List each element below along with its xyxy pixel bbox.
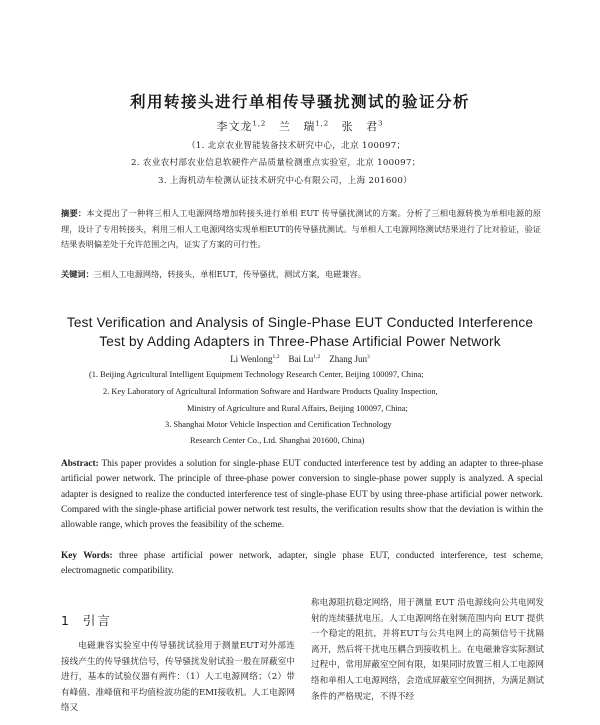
en-author-3: Zhang Jun$^3$	[329, 354, 370, 364]
zh-title: 利用转接头进行单相传导骚扰测试的验证分析	[129, 93, 470, 111]
en-keywords-text: three phase artificial power network, adapter, single phase EUT, conducted interference, test scheme, electromagnetic compatibility.	[61, 551, 544, 577]
zh-author-3: 张 君$^3$	[341, 119, 384, 133]
zh-author-2: 兰 瑞$^{1,2}$	[278, 119, 330, 133]
en-keywords-label: Key Words:	[61, 551, 113, 561]
zh-affiliation-2: 2. 农业农村部农业信息软硬件产品质量检测重点实验室，北京 100097；	[131, 158, 421, 168]
zh-keywords	[61, 267, 541, 283]
body-right-column: 称电源阻抗稳定网络，用于测量 EUT 沿电源线向公共电网发射的连续骚扰电压。人工电源网络在射频范围内向 EUT 提供一个稳定的阻抗，并将EUT与公共电网上的高频信号干扰隔离开，然后将干扰电压耦合到接收机上。在电磁兼容实际测试过程中，常用屏蔽室空间有限，如果同时放置三相人工电源网络和单相人工电源网络，会造成屏蔽室空间拥挤，为满足测试条件的严格规定，不得不经	[311, 598, 544, 702]
zh-abstract-label: 摘要：	[61, 208, 87, 218]
en-abstract-label: Abstract:	[61, 459, 99, 469]
zh-author-1: 李文龙$^{1,2}$	[216, 119, 267, 133]
zh-keywords-label: 关键词：	[61, 269, 94, 279]
zh-keywords-text: 三相人工电源网络，转接头，单相EUT，传导骚扰，测试方案，电磁兼容。	[93, 269, 366, 279]
zh-affiliation-1: （1. 北京农业智能装备技术研究中心，北京 100097；	[187, 141, 406, 151]
en-title-line-2: Test by Adding Adapters in Three-Phase Artificial Power Network	[99, 334, 501, 349]
en-author-1: Li Wenlong$^{1,2}$	[230, 354, 280, 364]
en-author-2: Bai Lu$^{1,2}$	[288, 354, 321, 364]
en-keywords	[61, 549, 543, 580]
section-heading	[61, 611, 112, 629]
en-affiliation-3: Ministry of Agriculture and Rural Affairs, Beijing 100097, China;	[187, 404, 408, 413]
en-authors	[0, 354, 600, 364]
en-affiliation-4: 3. Shanghai Motor Vehicle Inspection and Certification Technology	[165, 420, 392, 429]
en-affiliation-1: (1. Beijing Agricultural Intelligent Equipment Technology Research Center, Beijing 100097, China;	[89, 370, 424, 379]
zh-affiliation-3: 3. 上海机动车检测认证技术研究中心有限公司，上海 201600）	[158, 176, 413, 186]
en-affiliation-5: Research Center Co., Ltd. Shanghai 201600, China)	[190, 436, 365, 445]
en-affiliation-2: 2. Key Laboratory of Agricultural Information Software and Hardware Products Quality Inspection,	[103, 387, 438, 396]
en-title-line-1: Test Verification and Analysis of Single-Phase EUT Conducted Interference	[66, 315, 534, 330]
zh-authors	[0, 118, 600, 134]
en-abstract	[61, 457, 543, 533]
zh-abstract-text: 本文提出了一种将三相人工电源网络增加转接头进行单相 EUT 传导骚扰测试的方案。分析了三相电源转换为单相电源的原理，设计了专用转接头，利用三相人工电源网络实现单相EUT的传导骚扰测试。与单相人工电源网络测试结果进行了比对验证，验证结果表明偏差处于允许范围之内，证实了方案的可行性。	[61, 208, 541, 249]
body-left-column: 电磁兼容实验室中传导骚扰试验用于测量EUT对外部连接线产生的传导骚扰信号，传导骚扰发射试验一般在屏蔽室中进行，基本的试验仪器有两件：（1）人工电源网络；（2）带有峰值、准峰值和平均值检波功能的EMI接收机。人工电源网络又	[61, 641, 295, 714]
zh-abstract	[61, 206, 541, 253]
section-title: 引言	[82, 613, 112, 628]
section-number: 1	[61, 613, 71, 628]
en-abstract-text: This paper provides a solution for single-phase EUT conducted interference test by adding an adapter to three-phase artificial power network. The principle of three-phase power conversion to single-phase power supply is analyzed. A special adapter is designed to realize the conducted interference test of single-phase EUT by using three-phase artificial power network. Compared with the single-phase artificial power network test results, the verification results show that the deviation is within the allowable range, which proves the feasibility of the scheme.	[61, 459, 544, 531]
